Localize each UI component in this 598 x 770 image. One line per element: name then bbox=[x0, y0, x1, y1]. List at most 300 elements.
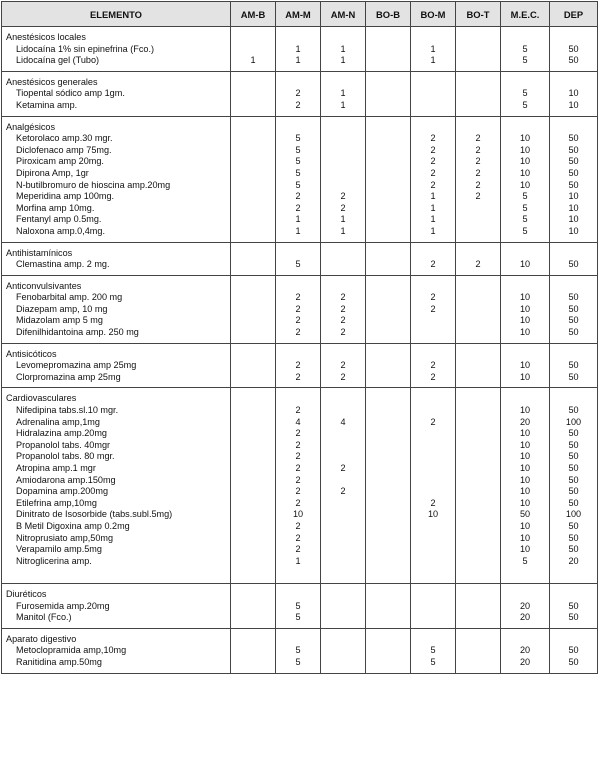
title-spacer bbox=[366, 122, 410, 134]
item-name: Clorpromazina amp 25mg bbox=[16, 371, 121, 382]
item-value-dep: 50 bbox=[568, 303, 579, 314]
item-value-bo-b bbox=[366, 556, 410, 568]
item-value-am-b bbox=[231, 292, 275, 304]
item-value-bo-b bbox=[366, 55, 410, 67]
item-value-am-n bbox=[321, 259, 365, 271]
item-name: Tiopental sódico amp 1gm. bbox=[16, 88, 125, 99]
item-value-am-n bbox=[321, 405, 365, 417]
item-value-bo-m bbox=[411, 88, 455, 100]
col-header-am-n: AM-N bbox=[321, 2, 366, 27]
item-value-am-b bbox=[231, 612, 275, 624]
item-value-am-m: 5 bbox=[295, 156, 301, 167]
item-value-bo-t bbox=[456, 556, 500, 568]
cell-bo-b bbox=[366, 388, 411, 584]
group-5 bbox=[2, 343, 598, 388]
item-value-bo-b bbox=[366, 405, 410, 417]
item-value-am-n bbox=[321, 556, 365, 568]
item-value-am-b bbox=[231, 145, 275, 157]
item-value-bo-t: 2 bbox=[475, 133, 481, 144]
group-row bbox=[2, 583, 598, 628]
item-value-bo-m bbox=[411, 428, 455, 440]
cell-dep bbox=[550, 116, 598, 242]
cell-am-m bbox=[276, 628, 321, 673]
item-value-bo-m: 2 bbox=[430, 497, 436, 508]
item-value-bo-b bbox=[366, 498, 410, 510]
cell-name bbox=[2, 242, 231, 275]
cell-name bbox=[2, 388, 231, 584]
item-value-am-n: 2 bbox=[340, 371, 346, 382]
col-header-bo-b: BO-B bbox=[366, 2, 411, 27]
item-value-am-m: 1 bbox=[295, 214, 301, 225]
item-value-am-b bbox=[231, 451, 275, 463]
item-value-bo-m: 2 bbox=[430, 156, 436, 167]
cell-am-b bbox=[231, 388, 276, 584]
group-title: Cardiovasculares bbox=[6, 393, 77, 404]
item-value-am-b bbox=[231, 44, 275, 56]
item-name: Meperidina amp 100mg. bbox=[16, 191, 115, 202]
item-value-am-b bbox=[231, 645, 275, 657]
title-spacer bbox=[501, 248, 549, 260]
item-value-bo-b bbox=[366, 428, 410, 440]
item-value-bo-t bbox=[456, 315, 500, 327]
item-value-am-m: 2 bbox=[295, 303, 301, 314]
item-value-bo-m: 2 bbox=[430, 133, 436, 144]
item-value-bo-t bbox=[456, 226, 500, 238]
item-value-am-b bbox=[231, 180, 275, 192]
item-value-dep: 50 bbox=[568, 167, 579, 178]
item-value-bo-m bbox=[411, 556, 455, 568]
item-value-mec: 10 bbox=[519, 167, 531, 178]
cell-bo-m bbox=[411, 628, 456, 673]
col-header-am-b: AM-B bbox=[231, 2, 276, 27]
cell-dep bbox=[550, 71, 598, 116]
item-value-am-n bbox=[321, 544, 365, 556]
item-value-bo-b bbox=[366, 133, 410, 145]
group-4 bbox=[2, 275, 598, 343]
title-spacer bbox=[411, 248, 455, 260]
item-value-mec: 10 bbox=[519, 292, 531, 303]
title-spacer bbox=[411, 393, 455, 405]
blank-line bbox=[411, 567, 455, 579]
cell-bo-m bbox=[411, 27, 456, 72]
item-value-mec: 10 bbox=[519, 327, 531, 338]
title-spacer bbox=[366, 589, 410, 601]
item-value-dep: 50 bbox=[568, 360, 579, 371]
cell-name bbox=[2, 116, 231, 242]
item-value-bo-m bbox=[411, 327, 455, 339]
cell-bo-b bbox=[366, 275, 411, 343]
col-header-am-m: AM-M bbox=[276, 2, 321, 27]
item-value-bo-m: 2 bbox=[430, 303, 436, 314]
item-name: Metoclopramida amp,10mg bbox=[16, 645, 127, 656]
item-value-bo-t bbox=[456, 463, 500, 475]
item-value-bo-b bbox=[366, 259, 410, 271]
cell-am-m bbox=[276, 27, 321, 72]
item-value-bo-t bbox=[456, 88, 500, 100]
group-row bbox=[2, 242, 598, 275]
item-value-bo-m: 2 bbox=[430, 259, 436, 270]
item-value-dep: 10 bbox=[568, 191, 579, 202]
item-value-dep: 50 bbox=[568, 656, 579, 667]
col-header-bo-m: BO-M bbox=[411, 2, 456, 27]
item-value-am-b bbox=[231, 533, 275, 545]
cell-bo-t bbox=[456, 388, 501, 584]
title-spacer bbox=[456, 349, 500, 361]
item-value-am-m: 10 bbox=[292, 509, 304, 520]
title-spacer bbox=[366, 77, 410, 89]
item-value-am-n: 1 bbox=[340, 43, 346, 54]
item-value-am-m: 2 bbox=[295, 428, 301, 439]
item-name: B Metil Digoxina amp 0.2mg bbox=[16, 520, 130, 531]
cell-am-n bbox=[321, 583, 366, 628]
cell-bo-b bbox=[366, 628, 411, 673]
item-value-am-n: 1 bbox=[340, 214, 346, 225]
table-header bbox=[2, 2, 598, 27]
title-spacer bbox=[501, 634, 549, 646]
item-value-mec: 5 bbox=[522, 191, 528, 202]
item-value-mec: 10 bbox=[519, 315, 531, 326]
group-row bbox=[2, 628, 598, 673]
item-value-am-b bbox=[231, 191, 275, 203]
item-value-am-n bbox=[321, 168, 365, 180]
cell-bo-t bbox=[456, 71, 501, 116]
item-value-am-b bbox=[231, 405, 275, 417]
group-title: Antisicóticos bbox=[6, 348, 57, 359]
item-value-am-m: 2 bbox=[295, 371, 301, 382]
title-spacer bbox=[231, 634, 275, 646]
item-value-am-n: 1 bbox=[340, 88, 346, 99]
title-spacer bbox=[550, 634, 597, 646]
group-row bbox=[2, 388, 598, 584]
cell-am-n bbox=[321, 628, 366, 673]
item-value-bo-t bbox=[456, 44, 500, 56]
title-spacer bbox=[550, 349, 597, 361]
group-1 bbox=[2, 71, 598, 116]
title-spacer bbox=[276, 634, 320, 646]
title-spacer bbox=[501, 32, 549, 44]
item-value-dep: 10 bbox=[568, 99, 579, 110]
cell-bo-m bbox=[411, 343, 456, 388]
item-value-dep: 50 bbox=[568, 327, 579, 338]
cell-mec bbox=[501, 388, 550, 584]
item-name: Manitol (Fco.) bbox=[16, 612, 72, 623]
cell-name bbox=[2, 583, 231, 628]
item-value-bo-m: 1 bbox=[430, 225, 436, 236]
item-name: Nifedipina tabs.sl.10 mgr. bbox=[16, 405, 119, 416]
item-value-mec: 20 bbox=[519, 416, 531, 427]
item-value-mec: 20 bbox=[519, 600, 531, 611]
item-value-dep: 100 bbox=[565, 416, 582, 427]
item-value-am-n bbox=[321, 475, 365, 487]
cell-bo-b bbox=[366, 71, 411, 116]
item-value-am-b: 1 bbox=[250, 55, 256, 66]
item-value-mec: 5 bbox=[522, 555, 528, 566]
item-value-am-n bbox=[321, 133, 365, 145]
title-spacer bbox=[231, 393, 275, 405]
title-spacer bbox=[366, 349, 410, 361]
item-value-bo-b bbox=[366, 645, 410, 657]
cell-am-n bbox=[321, 242, 366, 275]
item-value-am-m: 2 bbox=[295, 360, 301, 371]
item-value-am-n: 2 bbox=[340, 292, 346, 303]
item-value-am-n bbox=[321, 657, 365, 669]
title-spacer bbox=[501, 393, 549, 405]
title-spacer bbox=[276, 32, 320, 44]
cell-name bbox=[2, 71, 231, 116]
item-name: Difenilhidantoina amp. 250 mg bbox=[16, 327, 139, 338]
item-value-bo-t bbox=[456, 327, 500, 339]
cell-bo-t bbox=[456, 275, 501, 343]
item-value-mec: 20 bbox=[519, 656, 531, 667]
item-value-bo-m: 1 bbox=[430, 43, 436, 54]
item-value-am-b bbox=[231, 509, 275, 521]
item-value-dep: 50 bbox=[568, 474, 579, 485]
item-value-bo-t bbox=[456, 645, 500, 657]
item-value-mec: 10 bbox=[519, 405, 531, 416]
item-value-dep: 50 bbox=[568, 497, 579, 508]
item-value-mec: 10 bbox=[519, 544, 531, 555]
item-value-dep: 20 bbox=[568, 555, 579, 566]
title-spacer bbox=[276, 589, 320, 601]
item-value-dep: 50 bbox=[568, 463, 579, 473]
item-value-dep: 50 bbox=[568, 439, 579, 450]
item-value-bo-b bbox=[366, 145, 410, 157]
item-value-am-m: 2 bbox=[295, 544, 301, 555]
cell-dep bbox=[550, 343, 598, 388]
item-value-bo-t bbox=[456, 486, 500, 498]
item-name: Naloxona amp.0,4mg. bbox=[16, 225, 105, 236]
item-name: Verapamilo amp.5mg bbox=[16, 544, 102, 555]
group-2 bbox=[2, 116, 598, 242]
item-value-bo-b bbox=[366, 417, 410, 429]
item-value-dep: 50 bbox=[568, 43, 579, 54]
cell-am-m bbox=[276, 71, 321, 116]
item-value-bo-m: 1 bbox=[430, 191, 436, 202]
item-value-bo-t bbox=[456, 440, 500, 452]
item-value-am-b bbox=[231, 259, 275, 271]
cell-am-m bbox=[276, 242, 321, 275]
cell-bo-t bbox=[456, 583, 501, 628]
item-value-bo-b bbox=[366, 44, 410, 56]
item-value-am-b bbox=[231, 498, 275, 510]
item-value-am-b bbox=[231, 168, 275, 180]
item-value-bo-b bbox=[366, 475, 410, 487]
item-value-bo-b bbox=[366, 88, 410, 100]
item-value-bo-b bbox=[366, 191, 410, 203]
title-spacer bbox=[366, 393, 410, 405]
item-value-mec: 10 bbox=[519, 439, 531, 450]
item-value-bo-b bbox=[366, 440, 410, 452]
item-value-am-n bbox=[321, 498, 365, 510]
item-value-bo-b bbox=[366, 292, 410, 304]
title-spacer bbox=[456, 589, 500, 601]
item-value-bo-t bbox=[456, 360, 500, 372]
cell-mec bbox=[501, 242, 550, 275]
item-value-am-m: 2 bbox=[295, 315, 301, 326]
item-value-am-b bbox=[231, 463, 275, 475]
cell-bo-b bbox=[366, 242, 411, 275]
title-spacer bbox=[550, 248, 597, 260]
item-value-bo-t bbox=[456, 657, 500, 669]
blank-line bbox=[550, 567, 597, 579]
item-value-mec: 10 bbox=[519, 371, 531, 382]
item-name: Furosemida amp.20mg bbox=[16, 600, 110, 611]
item-value-am-n bbox=[321, 180, 365, 192]
item-value-bo-t: 2 bbox=[475, 179, 481, 190]
title-spacer bbox=[276, 281, 320, 293]
item-value-bo-m bbox=[411, 315, 455, 327]
item-value-bo-b bbox=[366, 486, 410, 498]
item-value-am-b bbox=[231, 88, 275, 100]
item-name: Amiodarona amp.150mg bbox=[16, 474, 116, 485]
item-value-dep: 50 bbox=[568, 520, 579, 531]
item-value-dep: 50 bbox=[568, 645, 579, 656]
cell-name bbox=[2, 343, 231, 388]
item-value-am-b bbox=[231, 475, 275, 487]
item-value-bo-t: 2 bbox=[475, 167, 481, 178]
blank-line bbox=[2, 567, 230, 579]
item-value-mec: 5 bbox=[522, 225, 528, 236]
item-name: Adrenalina amp,1mg bbox=[16, 416, 100, 427]
item-name: Fenobarbital amp. 200 mg bbox=[16, 292, 123, 303]
item-value-mec: 5 bbox=[522, 55, 528, 66]
title-spacer bbox=[550, 77, 597, 89]
item-name: Propanolol tabs. 40mgr bbox=[16, 439, 111, 450]
item-value-am-b bbox=[231, 657, 275, 669]
cell-dep bbox=[550, 242, 598, 275]
cell-name bbox=[2, 628, 231, 673]
title-spacer bbox=[456, 77, 500, 89]
title-spacer bbox=[501, 589, 549, 601]
item-name: Midazolam amp 5 mg bbox=[16, 315, 103, 326]
title-spacer bbox=[321, 122, 365, 134]
item-value-bo-t bbox=[456, 405, 500, 417]
item-value-bo-m bbox=[411, 440, 455, 452]
item-value-am-m: 4 bbox=[295, 416, 301, 427]
cell-am-m bbox=[276, 116, 321, 242]
group-8 bbox=[2, 628, 598, 673]
item-value-am-b bbox=[231, 428, 275, 440]
item-value-bo-m: 2 bbox=[430, 179, 436, 190]
cell-am-b bbox=[231, 27, 276, 72]
item-value-am-b bbox=[231, 214, 275, 226]
item-value-bo-b bbox=[366, 214, 410, 226]
title-spacer bbox=[366, 634, 410, 646]
item-value-mec: 50 bbox=[519, 509, 531, 520]
item-value-bo-b bbox=[366, 372, 410, 384]
item-value-mec: 10 bbox=[519, 532, 531, 543]
item-value-mec: 10 bbox=[519, 474, 531, 485]
item-value-am-n bbox=[321, 521, 365, 533]
item-value-am-b bbox=[231, 440, 275, 452]
item-value-bo-t bbox=[456, 292, 500, 304]
item-value-am-n: 2 bbox=[340, 327, 346, 338]
col-header-bo-t: BO-T bbox=[456, 2, 501, 27]
item-value-am-m: 2 bbox=[295, 463, 301, 473]
item-value-am-b bbox=[231, 521, 275, 533]
item-value-am-b bbox=[231, 372, 275, 384]
col-header-dep: DEP bbox=[550, 2, 598, 27]
item-value-am-m: 5 bbox=[295, 656, 301, 667]
group-row bbox=[2, 116, 598, 242]
item-value-mec: 10 bbox=[519, 486, 531, 497]
item-value-am-n: 2 bbox=[340, 202, 346, 213]
item-value-am-m: 1 bbox=[295, 555, 301, 566]
cell-mec bbox=[501, 71, 550, 116]
header-row bbox=[2, 2, 598, 27]
item-value-am-n bbox=[321, 145, 365, 157]
item-value-bo-t bbox=[456, 304, 500, 316]
title-spacer bbox=[456, 634, 500, 646]
item-value-bo-b bbox=[366, 327, 410, 339]
item-value-am-n bbox=[321, 601, 365, 613]
item-value-am-n bbox=[321, 451, 365, 463]
cell-bo-m bbox=[411, 583, 456, 628]
blank-line bbox=[501, 567, 549, 579]
item-value-am-m: 5 bbox=[295, 133, 301, 144]
item-value-am-m: 5 bbox=[295, 612, 301, 623]
cell-am-n bbox=[321, 343, 366, 388]
title-spacer bbox=[456, 122, 500, 134]
item-value-am-b bbox=[231, 556, 275, 568]
item-value-mec: 10 bbox=[519, 428, 531, 439]
title-spacer bbox=[321, 349, 365, 361]
cell-dep bbox=[550, 583, 598, 628]
item-value-mec: 5 bbox=[522, 214, 528, 225]
item-value-mec: 10 bbox=[519, 144, 531, 155]
item-value-am-b bbox=[231, 360, 275, 372]
cell-bo-b bbox=[366, 27, 411, 72]
item-name: Propanolol tabs. 80 mgr. bbox=[16, 451, 115, 462]
item-value-am-m: 2 bbox=[295, 497, 301, 508]
item-value-bo-m: 2 bbox=[430, 167, 436, 178]
group-title: Aparato digestivo bbox=[6, 633, 77, 644]
cell-am-b bbox=[231, 71, 276, 116]
item-value-bo-b bbox=[366, 657, 410, 669]
item-value-am-b bbox=[231, 544, 275, 556]
title-spacer bbox=[321, 393, 365, 405]
item-value-mec: 10 bbox=[519, 497, 531, 508]
item-name: Fentanyl amp 0.5mg. bbox=[16, 214, 102, 225]
item-value-am-m: 5 bbox=[295, 144, 301, 155]
item-value-bo-t bbox=[456, 55, 500, 67]
item-value-am-m: 2 bbox=[295, 88, 301, 99]
item-value-am-m: 2 bbox=[295, 327, 301, 338]
cell-bo-m bbox=[411, 71, 456, 116]
item-value-am-b bbox=[231, 601, 275, 613]
item-name: Nitroglicerina amp. bbox=[16, 555, 92, 566]
cell-am-n bbox=[321, 388, 366, 584]
title-spacer bbox=[456, 248, 500, 260]
item-value-bo-b bbox=[366, 226, 410, 238]
title-spacer bbox=[366, 32, 410, 44]
item-value-am-n: 1 bbox=[340, 55, 346, 66]
title-spacer bbox=[321, 77, 365, 89]
item-value-am-n: 1 bbox=[340, 225, 346, 236]
item-name: Etilefrina amp,10mg bbox=[16, 497, 97, 508]
item-value-bo-m: 1 bbox=[430, 55, 436, 66]
item-value-am-b bbox=[231, 203, 275, 215]
item-value-bo-t bbox=[456, 372, 500, 384]
cell-am-b bbox=[231, 242, 276, 275]
item-value-bo-m: 2 bbox=[430, 292, 436, 303]
item-name: Lidocaína gel (Tubo) bbox=[16, 55, 100, 66]
cell-dep bbox=[550, 388, 598, 584]
item-value-am-b bbox=[231, 315, 275, 327]
col-header-mec: M.E.C. bbox=[501, 2, 550, 27]
cell-bo-t bbox=[456, 242, 501, 275]
cell-bo-m bbox=[411, 242, 456, 275]
